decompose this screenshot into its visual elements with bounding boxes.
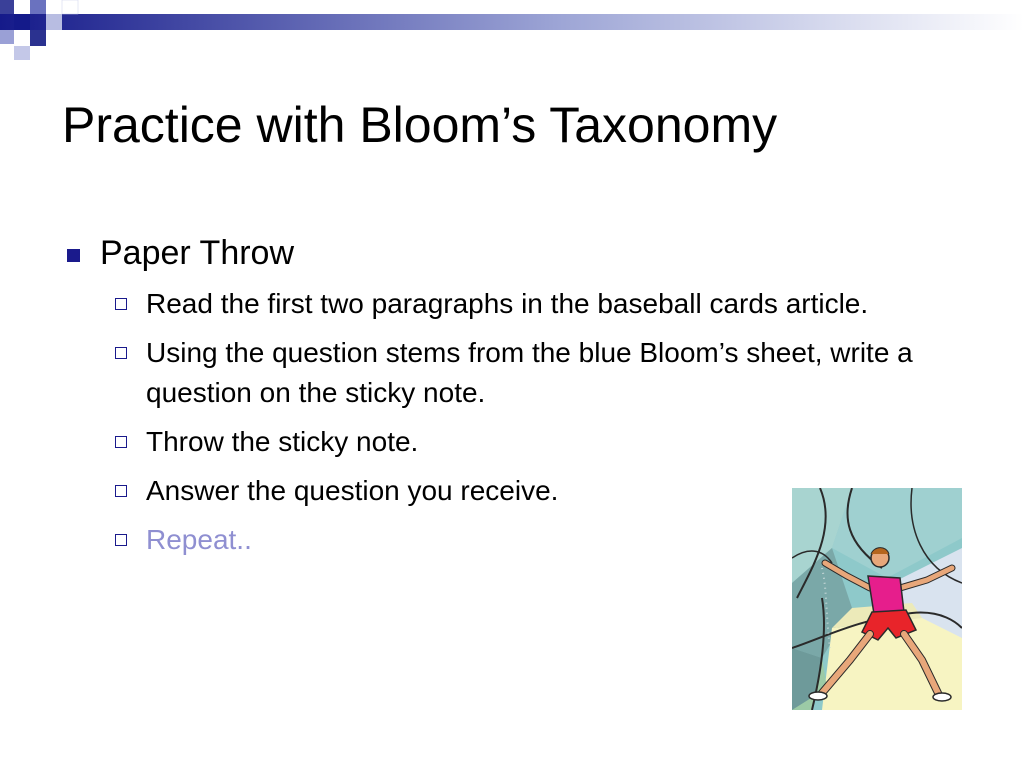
hollow-square-bullet-icon [115, 298, 127, 310]
square-bullet-icon [67, 249, 80, 262]
hollow-square-bullet-icon [115, 347, 127, 359]
sub-bullet-item [112, 422, 932, 462]
sub-bullet-text: Repeat.. [146, 524, 252, 555]
hollow-square-bullet-icon [115, 436, 127, 448]
sub-bullet-text: Read the first two paragraphs in the baseball cards article. [146, 288, 869, 319]
sub-bullet-item [112, 333, 932, 413]
sub-bullet-item [112, 284, 932, 324]
athlete-throwing-icon [792, 488, 962, 710]
hollow-square-bullet-icon [115, 485, 127, 497]
header-decoration [0, 0, 1024, 60]
slide-title: Practice with Bloom’s Taxonomy [62, 97, 778, 153]
hollow-square-bullet-icon [115, 534, 127, 546]
bullet-paper-throw [62, 232, 862, 274]
bullet-text: Paper Throw [100, 234, 295, 272]
sub-bullet-text: Throw the sticky note. [146, 426, 419, 457]
sub-bullet-text: Answer the question you receive. [146, 475, 559, 506]
sub-bullet-text: Using the question stems from the blue Bloom’s sheet, write a question on the sticky note. [146, 337, 913, 408]
